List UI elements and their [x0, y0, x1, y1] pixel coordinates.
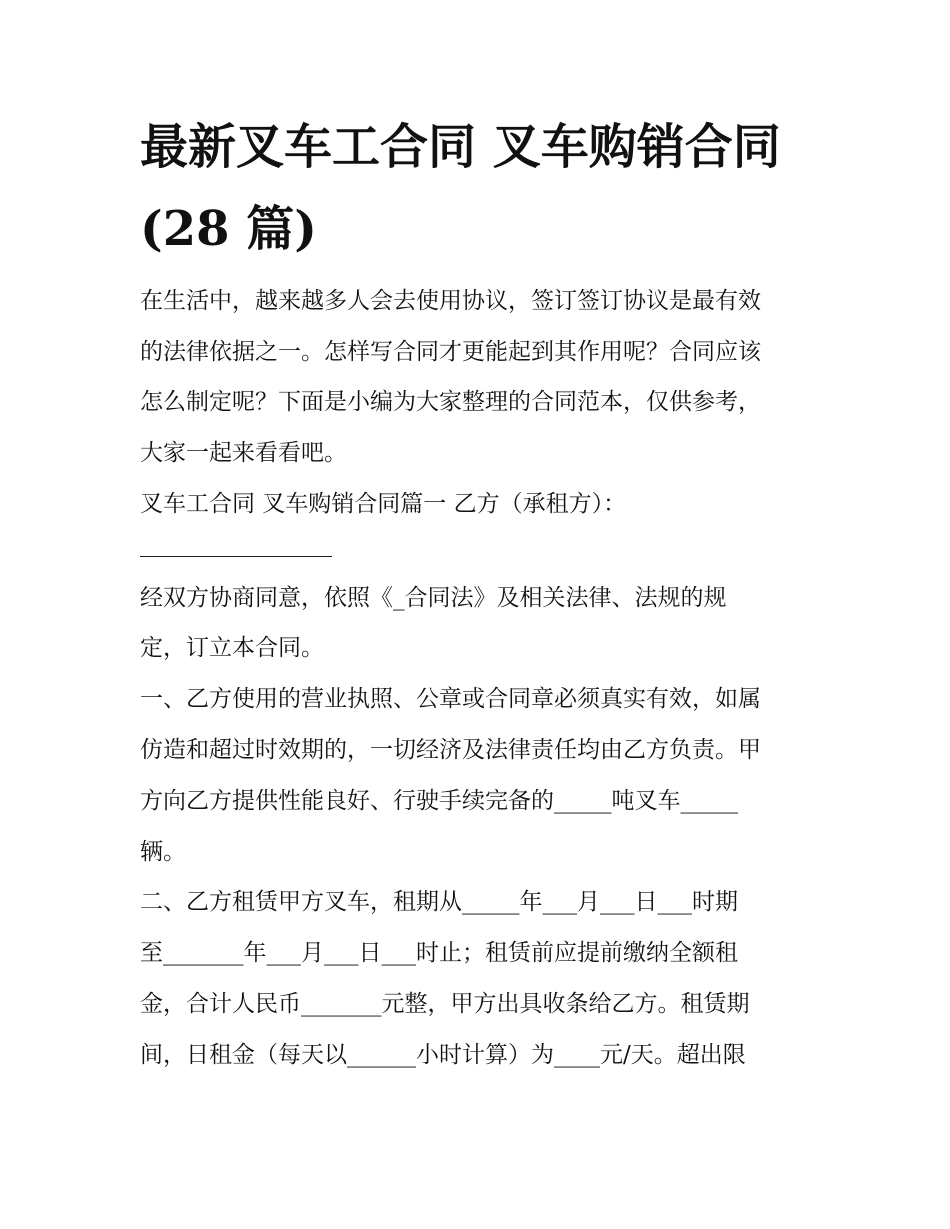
clause-line: 金，合计人民币_______元整，甲方出具收条给乙方。租赁期: [140, 991, 750, 1017]
document-title-line-1: 最新叉车工合同 叉车购销合同: [140, 119, 781, 175]
clause-line: 仿造和超过时效期的，一切经济及法律责任均由乙方负责。甲: [140, 737, 761, 763]
paragraph-line: 大家一起来看看吧。: [140, 440, 347, 466]
clause-line: 一、乙方使用的营业执照、公章或合同章必须真实有效，如属: [140, 686, 761, 712]
clause-line: 辆。: [140, 839, 186, 865]
section-heading-line: 叉车工合同 叉车购销合同篇一 乙方（承租方）：: [140, 491, 627, 517]
clause-line: 间，日租金（每天以______小时计算）为____元/天。超出限: [140, 1042, 746, 1068]
paragraph-line: 的法律依据之一。怎样写合同才更能起到其作用呢？合同应该: [140, 339, 761, 365]
clause-line: 至_______年___月___日___时止；租赁前应提前缴纳全额租: [140, 940, 738, 966]
document-title-line-2: (28 篇): [140, 201, 317, 257]
clause-line: 方向乙方提供性能良好、行驶手续完备的_____吨叉车_____: [140, 788, 738, 814]
paragraph-line: 定，订立本合同。: [140, 635, 324, 661]
paragraph-line: 怎么制定呢？下面是小编为大家整理的合同范本，仅供参考，: [140, 389, 761, 415]
signature-blank-line: [140, 556, 332, 557]
paragraph-line: 在生活中，越来越多人会去使用协议，签订签订协议是最有效: [140, 288, 761, 314]
paragraph-line: 经双方协商同意，依照《_合同法》及相关法律、法规的规: [140, 585, 727, 611]
clause-line: 二、乙方租赁甲方叉车，租期从_____年___月___日___时期: [140, 889, 738, 915]
